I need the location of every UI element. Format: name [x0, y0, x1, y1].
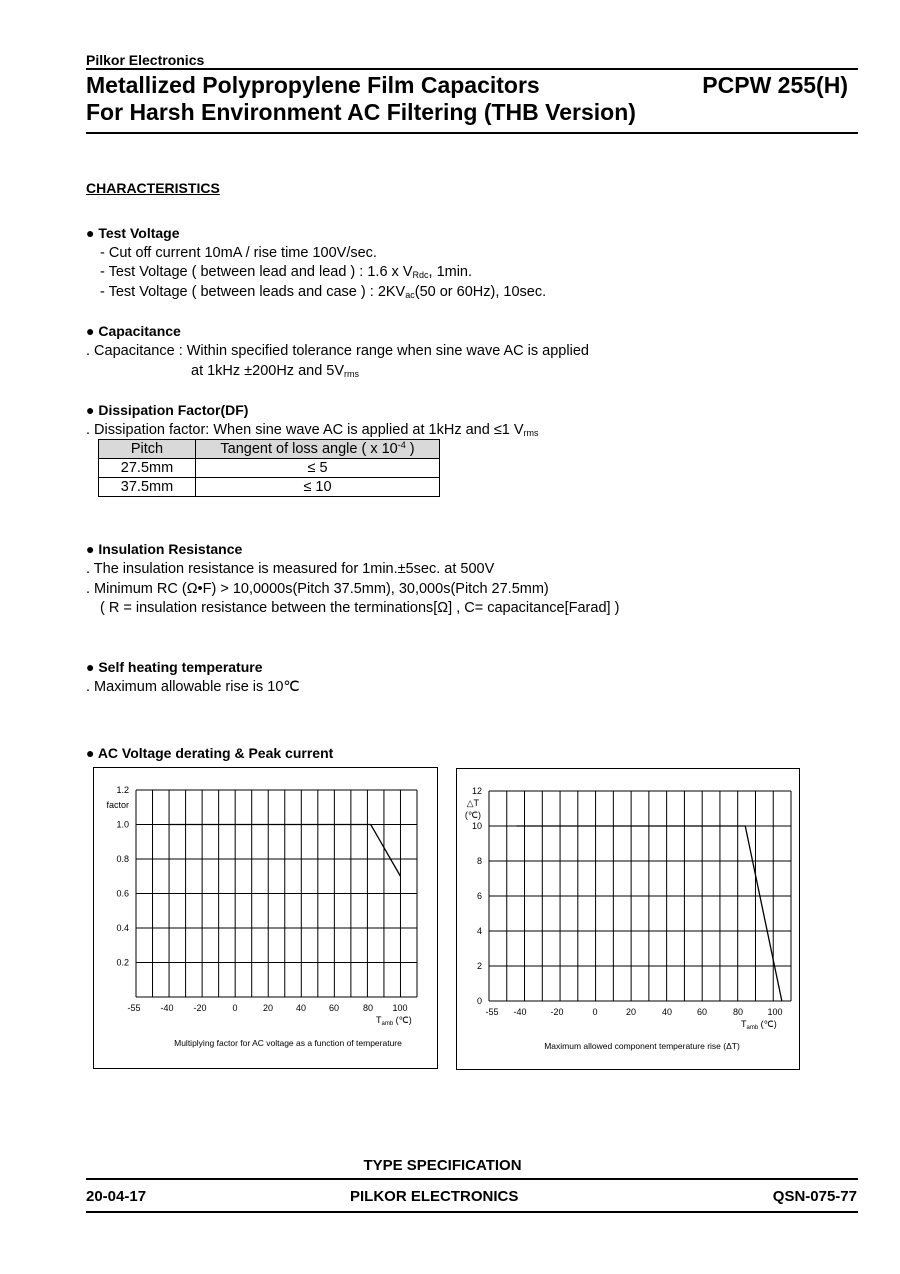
title-line-2: For Harsh Environment AC Filtering (THB Version) [86, 99, 636, 125]
y-tick-label: 6 [476, 891, 482, 901]
y-tick-label: 0 [476, 996, 482, 1006]
y-tick-label: 0.2 [116, 957, 129, 968]
x-tick-label: 0 [592, 1007, 598, 1017]
x-tick-label: 40 [661, 1007, 673, 1017]
y-axis-unit: (℃) [464, 810, 481, 820]
x-tick-label: -55 [127, 1003, 141, 1013]
y-tick-label: 1.0 [116, 819, 129, 830]
chart-1-svg [94, 768, 437, 1068]
x-tick-label: -40 [513, 1007, 527, 1017]
table-header-tangent: Tangent of loss angle ( x $10^{-4}$ ) [196, 440, 440, 459]
table-cell-pitch: 27.5mm [99, 459, 196, 478]
x-tick-label: -20 [550, 1007, 564, 1017]
self-heating-heading: ● Self heating temperature [86, 659, 263, 675]
y-tick-label: 8 [476, 856, 482, 866]
capacitance-heading: ● Capacitance [86, 323, 181, 339]
x-tick-label: 40 [295, 1003, 307, 1013]
x-tick-label: 20 [262, 1003, 274, 1013]
chart-caption: Multiplying factor for AC voltage as a function of temperature [174, 1038, 402, 1048]
capacitance-line-1: . Capacitance : Within specified tolerance range when sine wave AC is applied [86, 343, 589, 359]
table-row [99, 459, 440, 478]
header-top-rule [86, 68, 858, 70]
test-voltage-heading: ● Test Voltage [86, 225, 180, 241]
x-tick-label: 100 [767, 1007, 783, 1017]
footer-title: TYPE SPECIFICATION [363, 1157, 522, 1174]
y-tick-label: 0.6 [116, 888, 129, 899]
x-tick-label: 80 [362, 1003, 374, 1013]
footer-doc-number: QSN-075-77 [772, 1188, 857, 1205]
insulation-heading: ● Insulation Resistance [86, 541, 243, 557]
y-tick-label: 0.4 [116, 923, 129, 933]
dissipation-line-1: . Dissipation factor: When sine wave AC is applied at 1kHz and ≤1 $V_{rms}$ [86, 422, 539, 438]
x-tick-label: 60 [696, 1007, 708, 1017]
table-cell-value: ≤ 5 [196, 459, 440, 478]
footer-bottom-rule [86, 1211, 858, 1213]
self-heating-line-1: . Maximum allowable rise is 10℃ [86, 679, 300, 695]
table-row [99, 478, 440, 497]
x-tick-label: 20 [625, 1007, 637, 1017]
insulation-line-1: . The insulation resistance is measured for 1min.±5sec. at 500V [86, 561, 495, 577]
footer-company: PILKOR ELECTRONICS [350, 1188, 519, 1205]
company-name: Pilkor Electronics [86, 52, 205, 68]
temperature-rise-chart [456, 768, 800, 1070]
table-cell-pitch: 37.5mm [99, 478, 196, 497]
insulation-line-3: ( R = insulation resistance between the terminations[Ω] , C= capacitance[Farad] ) [100, 600, 620, 616]
chart-caption: Maximum allowed component temperature rise (ΔT) [544, 1041, 740, 1051]
dissipation-heading: ● Dissipation Factor(DF) [86, 402, 249, 418]
test-voltage-line-3: - Test Voltage ( between leads and case ) : $2KV_{ac}(50$ or 60Hz), 10sec. [100, 284, 547, 300]
footer-date: 20-04-17 [86, 1188, 147, 1205]
y-tick-label: 1.2 [116, 785, 129, 795]
table-header-pitch: Pitch [99, 440, 196, 459]
test-voltage-line-2: - Test Voltage ( between lead and lead ) : 1.6 x $V_{Rdc}$, 1min. [100, 264, 473, 280]
footer-top-rule [86, 1178, 858, 1180]
x-tick-label: -20 [193, 1003, 207, 1013]
y-tick-label: 2 [476, 961, 482, 971]
x-tick-label: 80 [732, 1007, 744, 1017]
x-axis-label: $T_{amb}$ (℃) [741, 1019, 777, 1031]
insulation-line-2: . Minimum RC (Ω•F) > 10,0000s(Pitch 37.5mm), 30,000s(Pitch 27.5mm) [86, 581, 549, 597]
x-tick-label: -55 [485, 1007, 499, 1017]
x-axis-label: $T_{amb}$ (℃) [376, 1015, 412, 1027]
capacitance-line-2: at 1kHz ±200Hz and $5V_{rms}$ [191, 363, 360, 379]
chart-2-svg [457, 769, 799, 1069]
x-tick-label: -40 [160, 1003, 174, 1013]
y-tick-label: 4 [476, 926, 482, 936]
x-tick-label: 100 [392, 1003, 408, 1013]
y-axis-label: factor [106, 800, 129, 810]
ac-voltage-heading: ● AC Voltage derating & Peak current [86, 745, 334, 761]
header-bottom-rule [86, 132, 858, 134]
table-cell-value: ≤ 10 [196, 478, 440, 497]
ac-voltage-factor-chart [93, 767, 438, 1069]
document-title [86, 72, 636, 126]
x-tick-label: 0 [232, 1003, 238, 1013]
y-axis-label: △T [466, 798, 479, 808]
model-number: PCPW 255(H) [702, 72, 848, 98]
test-voltage-line-1: - Cut off current 10mA / rise time 100V/sec. [100, 245, 377, 261]
title-line-1: Metallized Polypropylene Film Capacitors [86, 72, 540, 98]
y-tick-label: 0.8 [116, 854, 129, 864]
y-tick-label: 10 [471, 821, 482, 831]
characteristics-heading: CHARACTERISTICS [86, 180, 220, 196]
dissipation-table [98, 439, 440, 497]
y-tick-label: 12 [471, 786, 482, 796]
x-tick-label: 60 [328, 1003, 340, 1013]
